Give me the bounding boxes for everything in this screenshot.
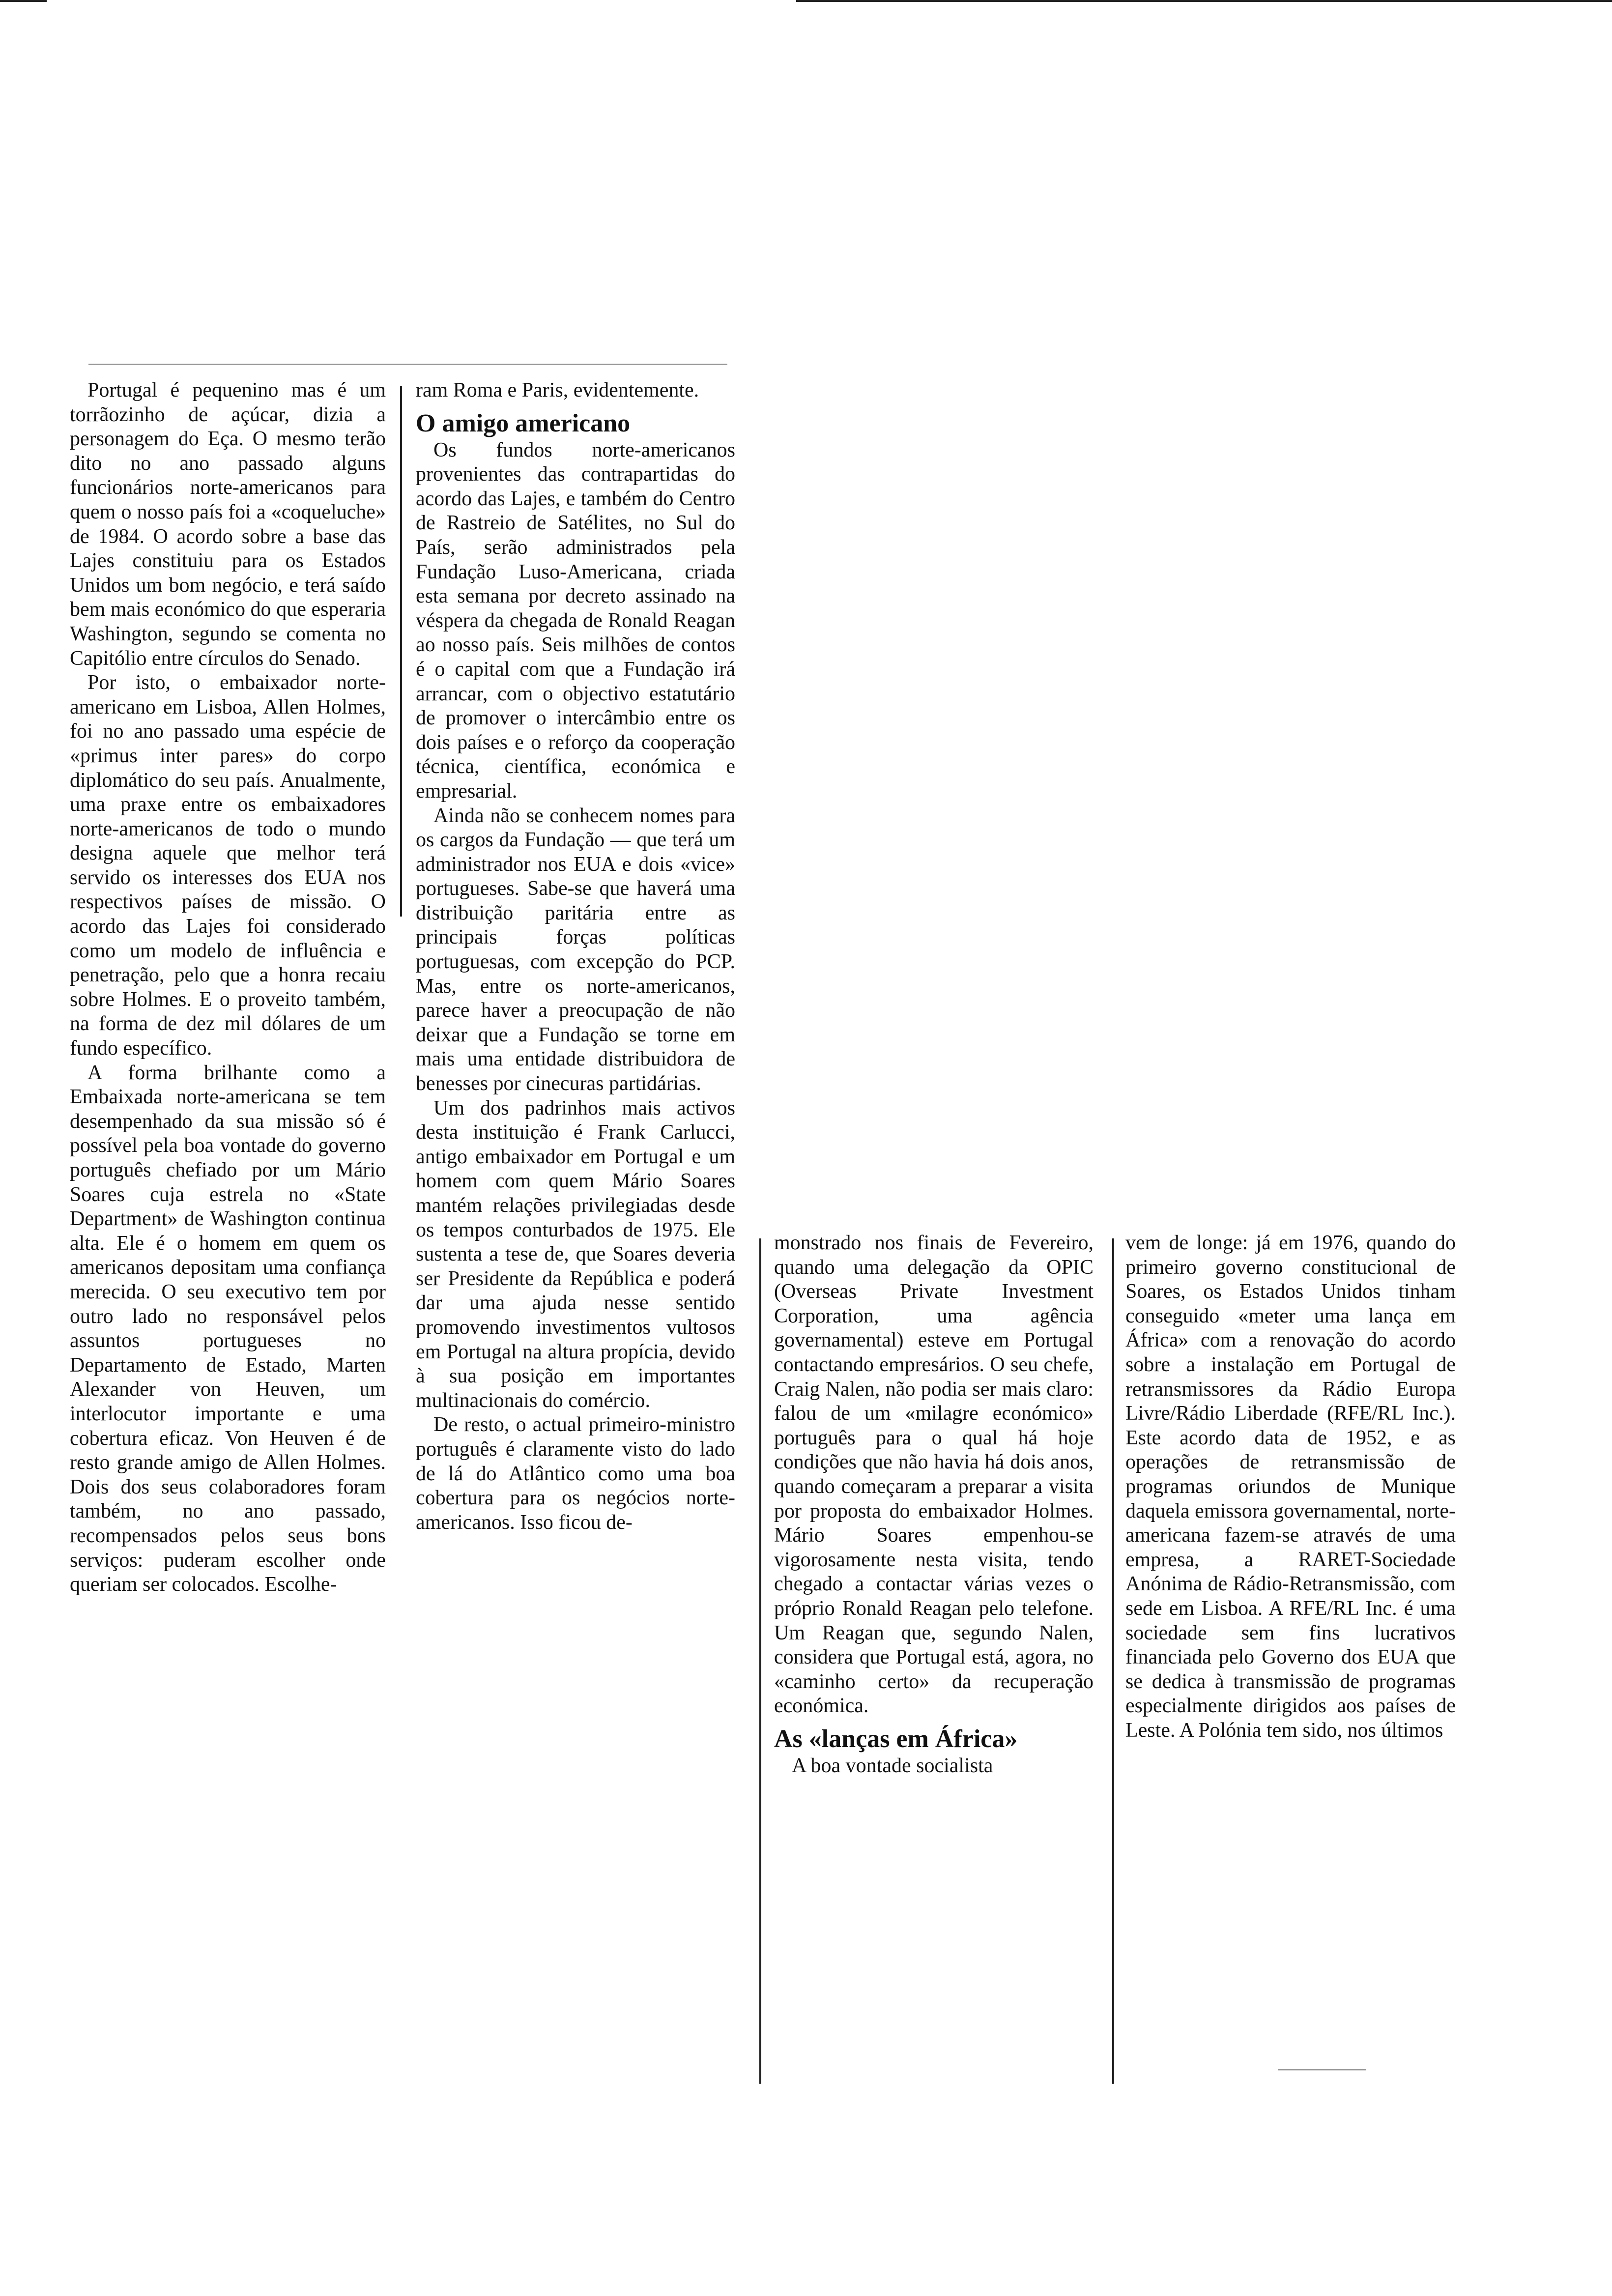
top-rule-left [0,0,47,2]
column-rule [759,1238,761,2084]
paragraph: De resto, o actual primeiro-ministro português é claramente visto do lado de lá do Atlântico como uma boa cobertura para os negócios norte-americanos. Isso ficou de- [416,1413,735,1534]
column-rule [400,386,402,917]
paragraph: Por isto, o embaixador norte-americano em Lisboa, Allen Holmes, foi no ano passado uma espécie de «primus inter pares» do corpo diplomático do seu país. Anualmente, uma praxe entre os embaixadores norte-americanos de todo o mundo designa aquele que melhor terá servido os interesses dos EUA nos respectivos países de missão. O acordo das Lajes foi considerado como um modelo de influência e penetração, pelo que a honra recaiu sobre Holmes. E o proveito também, na forma de dez mil dólares de um fundo específico. [70,671,386,1060]
scan-smudge [88,364,727,365]
paragraph: A forma brilhante como a Embaixada norte-americana se tem desempenhado da sua missão só é possível pela boa vontade do governo português chefiado por um Mário Soares cuja estrela no «State Department» de Washington continua alta. Ele é o homem em quem os americanos depositam uma confiança merecida. O seu executivo tem por outro lado no responsável pelos assuntos portugueses no Departamento de Estado, Marten Alexander von Heuven, um interlocutor importante e uma cobertura eficaz. Von Heuven é de resto grande amigo de Allen Holmes. Dois dos seus colaboradores foram também, no ano passado, recompensados pelos seus bons serviços: puderam escolher onde queriam ser colocados. Escolhe- [70,1061,386,1596]
scan-smudge [1278,2069,1366,2070]
paragraph: Um dos padrinhos mais activos desta instituição é Frank Carlucci, antigo embaixador em Portugal e um homem com quem Mário Soares mantém relações privilegiadas desde os tempos conturbados de 1975. Ele sustenta a tese de, que Soares deveria ser Presidente da República e poderá dar uma ajuda nesse sentido promovendo investimentos vultosos em Portugal na altura propícia, devido à sua posição em importantes multinacionais do comércio. [416,1096,735,1412]
article-column-4 [1125,1231,1456,1743]
paragraph: Os fundos norte-americanos provenientes das contrapartidas do acordo das Lajes, e também do Centro de Rastreio de Satélites, no Sul do País, serão administrados pela Fundação Luso-Americana, criada esta semana por decreto assinado na véspera da chegada de Ronald Reagan ao nosso país. Seis milhões de contos é o capital com que a Fundação irá arrancar, com o objectivo estatutário de promover o intercâmbio entre os dois países e o reforço da cooperação técnica, científica, económica e empresarial. [416,438,735,803]
paragraph: monstrado nos finais de Fevereiro, quando uma delegação da OPIC (Overseas Private Investment Corporation, uma agência governamental) esteve em Portugal contactando empresários. O seu chefe, Craig Nalen, não podia ser mais claro: falou de um «milagre económico» português para o qual há hoje condições que não havia há dois anos, quando começaram a preparar a visita por proposta do embaixador Holmes. Mário Soares empenhou-se vigorosamente nesta visita, tendo chegado a contactar várias vezes o próprio Ronald Reagan pelo telefone. Um Reagan que, segundo Nalen, considera que Portugal está, agora, no «caminho certo» da recuperação económica. [774,1232,1094,1718]
paragraph: Portugal é pequenino mas é um torrãozinho de açúcar, dizia a personagem do Eça. O mesmo terão dito no ano passado alguns funcionários norte-americanos para quem o nosso país foi a «coqueluche» de 1984. O acordo sobre a base das Lajes constituiu para os Estados Unidos um bom negócio, e terá saído bem mais económico do que esperaria Washington, segundo se comenta no Capitólio entre círculos do Senado. [70,379,386,670]
article-column-2 [416,378,735,1535]
paragraph: ram Roma e Paris, evidentemente. [416,379,699,402]
paragraph: vem de longe: já em 1976, quando do primeiro governo constitucional de Soares, os Estados Unidos tinham conseguido «meter uma lança em África» com a renovação do acordo sobre a instalação em Portugal de retransmissores da Rádio Europa Livre/Rádio Liberdade (RFE/RL Inc.). Este acordo data de 1952, e as operações de retransmissão de programas oriundos de Munique daquela emissora governamental, norte-americana fazem-se através de uma empresa, a RARET-Sociedade Anónima de Rádio-Retransmissão, com sede em Lisboa. A RFE/RL Inc. é uma sociedade sem fins lucrativos financiada pelo Governo dos EUA que se dedica à transmissão de programas especialmente dirigidos aos países de Leste. A Polónia tem sido, nos últimos [1125,1232,1456,1742]
paragraph: A boa vontade socialista [792,1754,993,1777]
article-column-1 [70,378,386,1597]
section-heading: As «lanças em África» [774,1724,1018,1753]
paragraph: Ainda não se conhecem nomes para os cargos da Fundação — que terá um administrador nos EUA e dois «vice» portugueses. Sabe-se que haverá uma distribuição paritária entre as principais forças políticas portuguesas, com excepção do PCP. Mas, entre os norte-americanos, parece haver a preocupação de não deixar que a Fundação se torne em mais uma entidade distribuidora de benesses por cinecuras partidárias. [416,804,735,1095]
article-column-3 [774,1231,1094,1778]
column-rule [1112,1238,1114,2084]
section-heading: O amigo americano [416,409,631,437]
top-rule-right [796,0,1612,2]
